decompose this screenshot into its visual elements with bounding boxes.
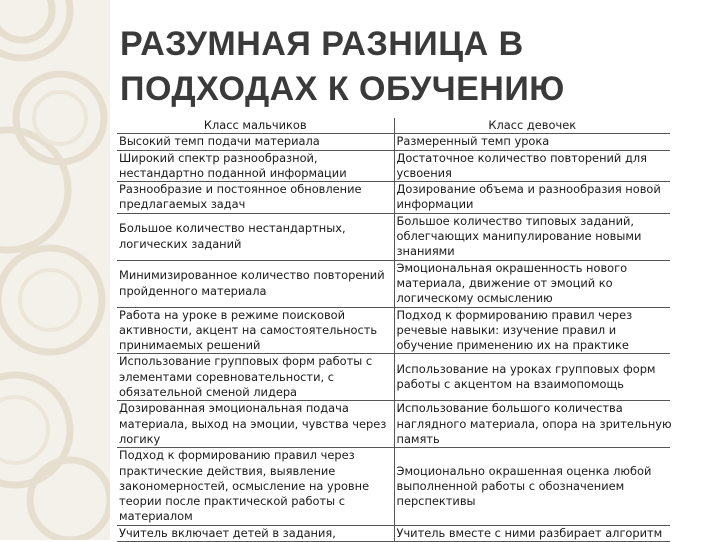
- boys-class-cell: [117, 401, 394, 448]
- cell-text-line: усвоения: [396, 165, 452, 180]
- cell-text-line: речевые навыки: изучение правил и: [396, 322, 617, 337]
- girls-class-cell: [394, 260, 670, 307]
- table-row: [117, 150, 670, 182]
- cell-text-line: Размеренный темп урока: [396, 134, 550, 149]
- cell-text-line: Достаточное количество повторений для: [396, 150, 647, 165]
- cell-text-line: Работа на уроке в режиме поисковой: [119, 307, 346, 322]
- boys-class-cell: [117, 213, 394, 260]
- cell-text-line: Разнообразие и постоянное обновление: [119, 182, 362, 197]
- cell-text-line: Широкий спектр разнообразной,: [119, 150, 318, 165]
- column-header-girls: Класс девочек: [394, 118, 670, 134]
- cell-text-line: Эмоционально окрашенная оценка любой: [396, 463, 652, 478]
- girls-class-cell: [394, 213, 670, 260]
- girls-class-cell: [394, 182, 670, 214]
- cell-text-line: материала, выход на эмоции, чувства через: [119, 416, 387, 431]
- column-header-boys: Класс мальчиков: [117, 118, 394, 134]
- girls-class-cell: [394, 448, 670, 525]
- cell-text-line: перспективы: [396, 494, 476, 509]
- cell-text-line: Эмоциональная окрашенность нового: [396, 260, 628, 275]
- cell-text-line: логических заданий: [119, 236, 242, 251]
- boys-class-cell: [117, 525, 394, 541]
- boys-class-cell: [117, 354, 394, 401]
- cell-text-line: обучение применению их на практике: [396, 338, 629, 353]
- cell-text-line: предлагаемых задач: [119, 197, 246, 212]
- table-row: [117, 260, 670, 307]
- cell-text-line: облегчающих манипулирование новыми: [396, 229, 642, 244]
- cell-text-line: Дозирование объема и разнообразия новой: [396, 182, 661, 197]
- cell-text-line: элементами соревновательности, с: [119, 369, 334, 384]
- cell-text-line: Учитель включает детей в задания,: [119, 525, 336, 540]
- cell-text-line: логическому осмыслению: [396, 291, 553, 306]
- girls-class-cell: [394, 307, 670, 354]
- cell-text-line: Использование на уроках групповых форм: [396, 362, 656, 377]
- cell-text-line: материалом: [119, 509, 193, 524]
- girls-class-cell: [394, 525, 670, 541]
- cell-text-line: Учитель вместе с ними разбирает алгоритм: [396, 525, 663, 540]
- cell-text-line: пройденного материала: [119, 283, 267, 298]
- table-row: [117, 213, 670, 260]
- table-row: [117, 354, 670, 401]
- cell-text-line: информации: [396, 197, 474, 212]
- cell-text-line: Использование большого количества: [396, 401, 623, 416]
- boys-class-cell: [117, 448, 394, 525]
- cell-text-line: Подход к формированию правил через: [396, 307, 633, 322]
- comparison-table: [117, 118, 670, 542]
- title-line: ПОДХОДАХ К ОБУЧЕНИЮ: [120, 70, 565, 108]
- table-row: [117, 182, 670, 214]
- cell-text-line: Большое количество типовых заданий,: [396, 213, 635, 228]
- cell-text-line: знаниями: [396, 244, 455, 259]
- decorative-circles-background: [0, 0, 110, 540]
- boys-class-cell: [117, 182, 394, 214]
- cell-text-line: принимаемых решений: [119, 338, 261, 353]
- cell-text-line: память: [396, 431, 440, 446]
- cell-text-line: Высокий темп подачи материала: [119, 134, 320, 149]
- girls-class-cell: [394, 354, 670, 401]
- girls-class-cell: [394, 150, 670, 182]
- boys-class-cell: [117, 307, 394, 354]
- slide-title: [120, 22, 700, 112]
- cell-text-line: Подход к формированию правил через: [119, 448, 355, 463]
- boys-class-cell: [117, 150, 394, 182]
- cell-text-line: работы с акцентом на взаимопомощь: [396, 377, 624, 392]
- table-row: [117, 134, 670, 150]
- table-header-row: [117, 118, 670, 134]
- boys-class-cell: [117, 134, 394, 150]
- cell-text-line: материала, движение от эмоций ко: [396, 275, 613, 290]
- cell-text-line: закономерностей, осмысление на уровне: [119, 478, 370, 493]
- cell-text-line: логику: [119, 431, 161, 446]
- title-line: РАЗУМНАЯ РАЗНИЦА В: [120, 25, 524, 63]
- table-row: [117, 307, 670, 354]
- table-row: [117, 401, 670, 448]
- cell-text-line: Использование групповых форм работы с: [119, 354, 373, 369]
- cell-text-line: активности, акцент на самостоятельность: [119, 322, 378, 337]
- cell-text-line: Большое количество нестандартных,: [119, 221, 346, 236]
- cell-text-line: обязательной сменой лидера: [119, 385, 298, 400]
- cell-text-line: Дозированная эмоциональная подача: [119, 401, 349, 416]
- girls-class-cell: [394, 134, 670, 150]
- boys-class-cell: [117, 260, 394, 307]
- cell-text-line: наглядного материала, опора на зрительную: [396, 416, 672, 431]
- cell-text-line: теории после практической работы с: [119, 494, 346, 509]
- cell-text-line: практические действия, выявление: [119, 463, 336, 478]
- table-row: [117, 525, 670, 541]
- girls-class-cell: [394, 401, 670, 448]
- cell-text-line: Минимизированное количество повторений: [119, 268, 385, 283]
- cell-text-line: выполненной работы с обозначением: [396, 478, 625, 493]
- cell-text-line: нестандартно поданной информации: [119, 165, 347, 180]
- table-row: [117, 448, 670, 525]
